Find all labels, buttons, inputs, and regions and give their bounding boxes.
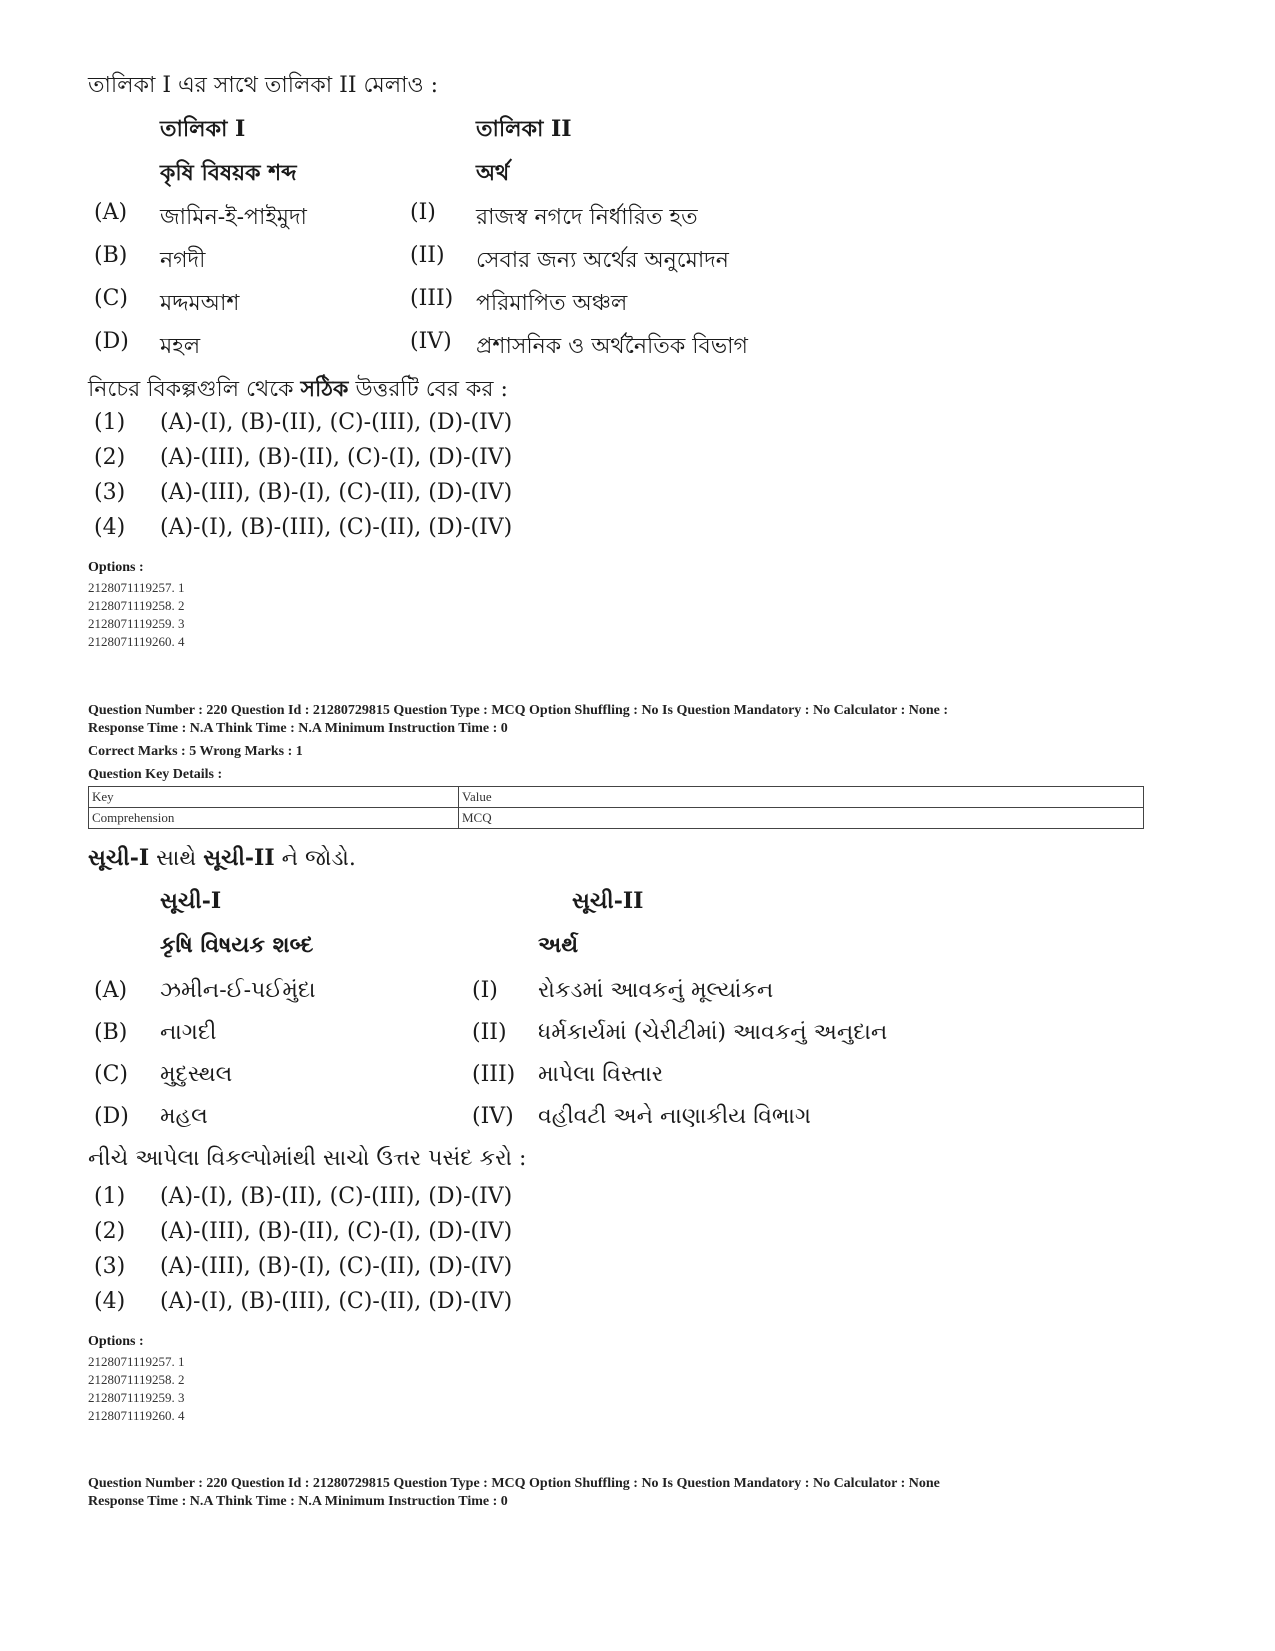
q1-choice-2-text: (A)-(III), (B)-(II), (C)-(I), (D)-(IV) xyxy=(160,445,513,470)
q2-option-id-1: 2128071119257. 1 xyxy=(88,1354,185,1369)
q1-row-d-letter: (D) xyxy=(94,329,129,354)
q2-key-details-label: Question Key Details : xyxy=(88,767,223,782)
q1-row-d-roman: (IV) xyxy=(410,329,452,354)
q2-choice-4-text: (A)-(I), (B)-(III), (C)-(II), (D)-(IV) xyxy=(160,1289,513,1314)
q1-options-label: Options : xyxy=(88,560,144,575)
q2-row-c-term: મુદુસ્થલ xyxy=(160,1062,233,1087)
q1-row-c-meaning: পরিমাপিত অঞ্চল xyxy=(476,291,628,316)
q1-row-c-letter: (C) xyxy=(94,286,128,311)
q1-row-b-letter: (B) xyxy=(94,243,128,268)
q1-choice-1-number: (1) xyxy=(94,410,126,435)
q2-intro xyxy=(88,845,356,871)
q1-choice-2-number: (2) xyxy=(94,445,126,470)
next-meta-line-1: Question Number : 220 Question Id : 21280729815 Question Type : MCQ Option Shuffling : No Is Question Mandatory : No Calculator : None xyxy=(88,1476,940,1491)
q1-choice-1-text: (A)-(I), (B)-(II), (C)-(III), (D)-(IV) xyxy=(160,410,513,435)
q1-choice-4-number: (4) xyxy=(94,515,126,540)
q2-row-b-term: નાગદી xyxy=(160,1020,217,1045)
q1-prompt-pre: নিচের বিকল্পগুলি থেকে xyxy=(88,377,301,402)
q1-list1-subheading: কৃষি বিষয়ক শব্দ xyxy=(160,160,297,186)
q1-intro: তালিকা I এর সাথে তালিকা II মেলাও : xyxy=(88,73,439,98)
q1-list2-subheading: অর্থ xyxy=(476,160,510,186)
q1-row-c-roman: (III) xyxy=(410,286,454,311)
q1-prompt-bold: সঠিক xyxy=(300,376,349,402)
q2-row-b-roman: (II) xyxy=(472,1020,507,1045)
q1-choice-4-text: (A)-(I), (B)-(III), (C)-(II), (D)-(IV) xyxy=(160,515,513,540)
q2-row-b-letter: (B) xyxy=(94,1020,128,1045)
q2-list1-subheading: કૃષિ વિષયક શબ્દ xyxy=(160,932,314,958)
q2-row-c-roman: (III) xyxy=(472,1062,516,1087)
q1-row-c-term: মদ্দমআশ xyxy=(160,291,240,316)
q2-choice-2-number: (2) xyxy=(94,1219,126,1244)
q2-row-c-letter: (C) xyxy=(94,1062,128,1087)
key-table-row xyxy=(89,808,1144,829)
q1-row-d-meaning: প্রশাসনিক ও অর্থনৈতিক বিভাগ xyxy=(476,334,748,359)
q1-row-d-term: মহল xyxy=(160,334,201,359)
q2-choice-1-text: (A)-(I), (B)-(II), (C)-(III), (D)-(IV) xyxy=(160,1184,513,1209)
q2-row-b-meaning: ધર્મકાર્યમાં (ચેરીટીમાં) આવકનું અનુદાન xyxy=(538,1020,888,1045)
q2-marks: Correct Marks : 5 Wrong Marks : 1 xyxy=(88,744,303,759)
q1-option-id-2: 2128071119258. 2 xyxy=(88,598,185,613)
q2-option-id-4: 2128071119260. 4 xyxy=(88,1408,185,1423)
q1-option-id-3: 2128071119259. 3 xyxy=(88,616,185,631)
q2-row-d-roman: (IV) xyxy=(472,1104,514,1129)
key-table-cell-key: Comprehension xyxy=(89,808,459,829)
q2-choice-3-text: (A)-(III), (B)-(I), (C)-(II), (D)-(IV) xyxy=(160,1254,513,1279)
q2-row-a-roman: (I) xyxy=(472,978,498,1003)
q2-row-d-letter: (D) xyxy=(94,1104,129,1129)
q2-row-c-meaning: માપેલા વિસ્તાર xyxy=(538,1062,664,1087)
q2-intro-list1: સૂચી-I xyxy=(88,845,150,871)
q2-meta-line-1: Question Number : 220 Question Id : 21280729815 Question Type : MCQ Option Shuffling : No Is Question Mandatory : No Calculator : None : xyxy=(88,703,949,718)
q1-row-a-term: জামিন-ই-পাইমুদা xyxy=(160,205,307,230)
q1-choice-3-text: (A)-(III), (B)-(I), (C)-(II), (D)-(IV) xyxy=(160,480,513,505)
q2-row-d-term: મહલ xyxy=(160,1104,208,1129)
q2-choice-3-number: (3) xyxy=(94,1254,126,1279)
q2-meta-line-2: Response Time : N.A Think Time : N.A Minimum Instruction Time : 0 xyxy=(88,721,508,736)
q2-row-a-meaning: રોકડમાં આવકનું મૂલ્યાંકન xyxy=(538,978,774,1003)
q2-choice-1-number: (1) xyxy=(94,1184,126,1209)
q2-choice-4-number: (4) xyxy=(94,1289,126,1314)
q1-row-b-roman: (II) xyxy=(410,243,445,268)
q1-list2-heading: তালিকা II xyxy=(476,116,572,142)
q2-list2-heading: સૂચી-II xyxy=(572,888,644,914)
q1-row-b-meaning: সেবার জন্য অর্থের অনুমোদন xyxy=(476,248,729,273)
q1-choice-3-number: (3) xyxy=(94,480,126,505)
q1-prompt-post: উত্তরটি বের কর : xyxy=(348,377,508,402)
q2-option-id-3: 2128071119259. 3 xyxy=(88,1390,185,1405)
next-meta-line-2: Response Time : N.A Think Time : N.A Minimum Instruction Time : 0 xyxy=(88,1494,508,1509)
q2-option-id-2: 2128071119258. 2 xyxy=(88,1372,185,1387)
q1-row-a-meaning: রাজস্ব নগদে নির্ধারিত হত xyxy=(476,205,698,230)
q1-question-prompt xyxy=(88,372,508,409)
q2-choice-2-text: (A)-(III), (B)-(II), (C)-(I), (D)-(IV) xyxy=(160,1219,513,1244)
q1-row-b-term: নগদী xyxy=(160,248,206,273)
q1-row-a-letter: (A) xyxy=(94,200,128,225)
q2-question-prompt: નીચે આપેલા વિકલ્પોમાંથી સાચો ઉત્તર પસંદ કરો : xyxy=(88,1146,527,1171)
key-table-cell-value: MCQ xyxy=(459,808,1144,829)
q2-list2-subheading: અર્થ xyxy=(538,932,579,958)
key-table-header-key: Key xyxy=(89,787,459,808)
q2-row-a-letter: (A) xyxy=(94,978,128,1003)
q2-list1-heading: સૂચી-I xyxy=(160,888,222,914)
q2-options-label: Options : xyxy=(88,1334,144,1349)
q2-intro-with: સાથે xyxy=(149,846,204,871)
q2-row-d-meaning: વહીવટી અને નાણાકીય વિભાગ xyxy=(538,1104,811,1129)
q2-intro-list2: સૂચી-II xyxy=(203,845,275,871)
q1-row-a-roman: (I) xyxy=(410,200,436,225)
question-key-table xyxy=(88,786,1144,829)
key-table-header-value: Value xyxy=(459,787,1144,808)
q1-option-id-4: 2128071119260. 4 xyxy=(88,634,185,649)
q1-list1-heading: তালিকা I xyxy=(160,116,246,142)
q2-row-a-term: ઝમીન-ઈ-પઈમુંદા xyxy=(160,978,316,1003)
q2-intro-match: ને જોડો. xyxy=(274,846,356,871)
key-table-header-row xyxy=(89,787,1144,808)
q1-option-id-1: 2128071119257. 1 xyxy=(88,580,185,595)
